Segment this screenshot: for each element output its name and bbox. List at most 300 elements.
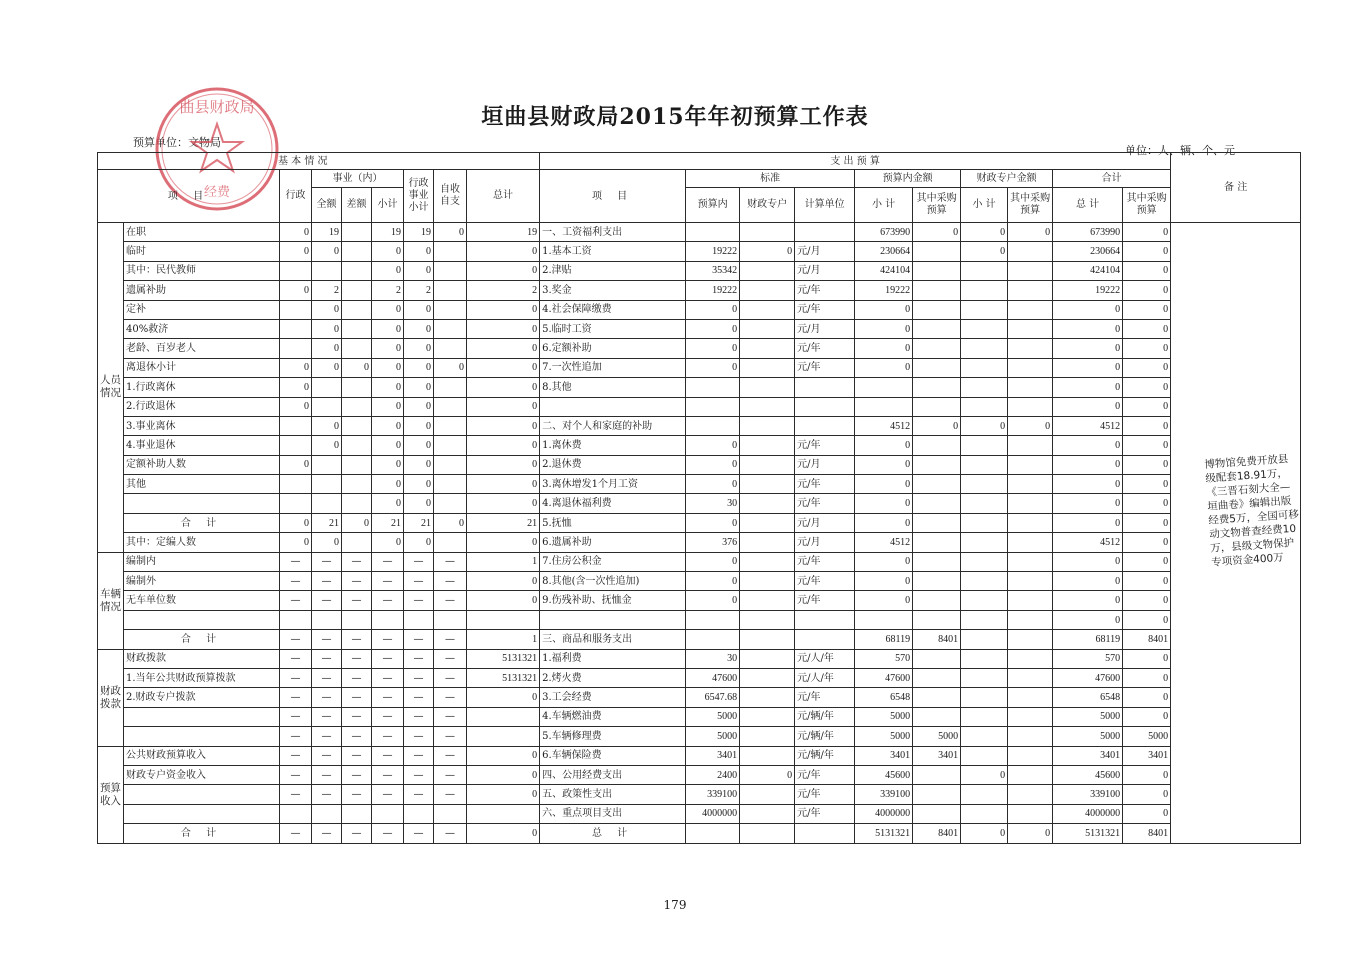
standard-budget-internal: 2400: [686, 765, 740, 784]
internal-procurement: [913, 785, 961, 804]
grand-total-value: 0: [467, 494, 540, 513]
full-funding-value: 0: [312, 339, 342, 358]
administrative-value: —: [280, 746, 312, 765]
row-label: 合 计: [124, 824, 280, 843]
table-row: [98, 475, 1301, 494]
internal-procurement: [913, 552, 961, 571]
admin-institution-subtotal-value: 0: [404, 455, 434, 474]
internal-subtotal: 47600: [855, 668, 913, 687]
admin-institution-subtotal-value: 0: [404, 475, 434, 494]
row-label: [124, 727, 280, 746]
special-procurement: [1008, 397, 1053, 416]
standard-budget-internal: [686, 630, 740, 649]
self-funded-value: —: [434, 824, 467, 843]
internal-subtotal: [855, 610, 913, 629]
balance-funding-value: —: [342, 552, 372, 571]
full-funding-value: [312, 804, 342, 823]
standard-special-fund: [740, 533, 795, 552]
full-funding-value: —: [312, 824, 342, 843]
grand-total-value: 0: [467, 319, 540, 338]
standard-budget-internal: 0: [686, 436, 740, 455]
self-funded-value: [434, 319, 467, 338]
table-row: [98, 533, 1301, 552]
standard-special-fund: [740, 707, 795, 726]
internal-subtotal: 0: [855, 494, 913, 513]
standard-unit: 元/年: [795, 358, 855, 377]
special-procurement: [1008, 804, 1053, 823]
balance-funding-value: —: [342, 630, 372, 649]
standard-unit: 元/年: [795, 281, 855, 300]
special-subtotal: [961, 688, 1008, 707]
standard-budget-internal: 30: [686, 494, 740, 513]
standard-unit: 元/月: [795, 455, 855, 474]
table-row: [98, 572, 1301, 591]
standard-unit: 元/月: [795, 242, 855, 261]
balance-funding-value: —: [342, 824, 372, 843]
internal-subtotal: 4000000: [855, 804, 913, 823]
self-funded-value: [434, 378, 467, 397]
special-procurement: [1008, 436, 1053, 455]
internal-subtotal: 19222: [855, 281, 913, 300]
balance-funding-value: —: [342, 765, 372, 784]
grand-total-value: 0: [467, 475, 540, 494]
full-funding-value: 2: [312, 281, 342, 300]
standard-unit: 元/年: [795, 572, 855, 591]
row-label: 老龄、百岁老人: [124, 339, 280, 358]
standard-special-fund: [740, 397, 795, 416]
internal-procurement: 0: [913, 416, 961, 435]
subtotal-value: 0: [372, 475, 404, 494]
table-row: [98, 630, 1301, 649]
row-label: 定额补助人数: [124, 455, 280, 474]
total-total: 0: [1053, 572, 1123, 591]
total-total: 0: [1053, 591, 1123, 610]
subtotal-value: [372, 804, 404, 823]
internal-subtotal: 0: [855, 436, 913, 455]
table-row: [98, 707, 1301, 726]
self-funded-value: —: [434, 688, 467, 707]
special-subtotal: [961, 552, 1008, 571]
subtotal-value: —: [372, 649, 404, 668]
standard-special-fund: [740, 281, 795, 300]
table-row: [98, 668, 1301, 687]
full-funding-value: —: [312, 746, 342, 765]
expenditure-item: 4.车辆燃油费: [540, 707, 686, 726]
total-total-header: 总 计: [1053, 188, 1123, 223]
administrative-value: —: [280, 552, 312, 571]
expenditure-item: 1.基本工资: [540, 242, 686, 261]
standard-budget-internal: 0: [686, 358, 740, 377]
internal-subtotal: 230664: [855, 242, 913, 261]
grand-total-value: 0: [467, 378, 540, 397]
special-procurement: [1008, 319, 1053, 338]
table-row: [98, 746, 1301, 765]
balance-funding-value: [342, 610, 372, 629]
grand-total-value: 0: [467, 746, 540, 765]
total-total: 0: [1053, 436, 1123, 455]
total-total: 5000: [1053, 727, 1123, 746]
table-row: [98, 416, 1301, 435]
admin-institution-subtotal-value: 21: [404, 513, 434, 532]
admin-institution-subtotal-value: —: [404, 591, 434, 610]
expenditure-item: [540, 397, 686, 416]
total-total: 424104: [1053, 261, 1123, 280]
standard-unit: [795, 610, 855, 629]
grand-total-value: 5131321: [467, 668, 540, 687]
internal-procurement: [913, 688, 961, 707]
std-unit-header: 计算单位: [795, 188, 855, 223]
subtotal-value: —: [372, 572, 404, 591]
self-funded-value: [434, 494, 467, 513]
standard-unit: 元/年: [795, 339, 855, 358]
standard-unit: 元/辆/年: [795, 707, 855, 726]
row-label: 其中：民代教师: [124, 261, 280, 280]
full-funding-value: —: [312, 707, 342, 726]
table-row: [98, 727, 1301, 746]
row-label: [124, 804, 280, 823]
total-total: 19222: [1053, 281, 1123, 300]
internal-procurement: [913, 513, 961, 532]
item-header: 项 目: [98, 170, 280, 223]
standard-special-fund: [740, 416, 795, 435]
row-label: 1.当年公共财政预算拨款: [124, 668, 280, 687]
special-subtotal: 0: [961, 765, 1008, 784]
grand-total-header: 总计: [467, 170, 540, 223]
internal-procurement: 8401: [913, 824, 961, 843]
internal-procurement: [913, 591, 961, 610]
total-procurement: 0: [1123, 378, 1171, 397]
administrative-value: —: [280, 727, 312, 746]
row-group-vehicles: 车辆情况: [98, 552, 124, 649]
special-subtotal: [961, 300, 1008, 319]
expenditure-item: 总 计: [540, 824, 686, 843]
total-total: 0: [1053, 319, 1123, 338]
internal-subtotal: 4512: [855, 533, 913, 552]
expenditure-item: 2.津贴: [540, 261, 686, 280]
special-procurement: 0: [1008, 223, 1053, 242]
full-funding-value: [312, 261, 342, 280]
remarks-header: 备 注: [1171, 153, 1301, 223]
standard-budget-internal: 339100: [686, 785, 740, 804]
full-funding-value: —: [312, 552, 342, 571]
balance-funding-value: 0: [342, 358, 372, 377]
admin-institution-subtotal-value: 0: [404, 242, 434, 261]
internal-subtotal: 424104: [855, 261, 913, 280]
admin-institution-subtotal-value: 2: [404, 281, 434, 300]
special-subtotal: [961, 339, 1008, 358]
row-label: 定补: [124, 300, 280, 319]
self-funded-value: [434, 533, 467, 552]
standard-unit: 元/年: [795, 436, 855, 455]
grand-total-value: [467, 610, 540, 629]
total-header: 合计: [1053, 170, 1171, 188]
grand-total-value: 0: [467, 242, 540, 261]
internal-procurement: 8401: [913, 630, 961, 649]
table-row: [98, 242, 1301, 261]
expenditure-item: 3.工会经费: [540, 688, 686, 707]
budget-internal-amount-header: 预算内金额: [855, 170, 961, 188]
full-funding-value: 0: [312, 436, 342, 455]
expenditure-item: 六、重点项目支出: [540, 804, 686, 823]
table-row: [98, 494, 1301, 513]
unit-label: 单位：人、辆、个、元: [1125, 144, 1235, 157]
subtotal-value: 0: [372, 533, 404, 552]
internal-procurement: [913, 610, 961, 629]
full-funding-value: [312, 397, 342, 416]
subtotal-value: 0: [372, 358, 404, 377]
internal-subtotal: 0: [855, 319, 913, 338]
grand-total-value: 19: [467, 223, 540, 242]
total-total: 45600: [1053, 765, 1123, 784]
standard-unit: [795, 416, 855, 435]
self-funded-value: —: [434, 649, 467, 668]
total-total: 4512: [1053, 416, 1123, 435]
standard-unit: 元/辆/年: [795, 727, 855, 746]
table-row: [98, 688, 1301, 707]
administrative-value: —: [280, 785, 312, 804]
full-funding-value: 0: [312, 319, 342, 338]
standard-unit: 元/人/年: [795, 649, 855, 668]
subtotal-value: —: [372, 552, 404, 571]
special-procurement: [1008, 668, 1053, 687]
total-total: 339100: [1053, 785, 1123, 804]
administrative-value: —: [280, 707, 312, 726]
standard-budget-internal: 0: [686, 319, 740, 338]
special-subtotal: 0: [961, 824, 1008, 843]
table-row: [98, 261, 1301, 280]
special-subtotal: [961, 707, 1008, 726]
special-procurement: [1008, 261, 1053, 280]
grand-total-value: 0: [467, 765, 540, 784]
special-subtotal: [961, 610, 1008, 629]
special-procurement: [1008, 630, 1053, 649]
administrative-header: 行政: [280, 170, 312, 223]
std-budget-internal-header: 预算内: [686, 188, 740, 223]
administrative-value: [280, 339, 312, 358]
total-total: 230664: [1053, 242, 1123, 261]
self-funded-value: [434, 610, 467, 629]
admin-institution-subtotal-value: 0: [404, 494, 434, 513]
balance-funding-value: —: [342, 746, 372, 765]
row-label: 其中：定编人数: [124, 533, 280, 552]
total-total: 0: [1053, 513, 1123, 532]
standard-special-fund: [740, 785, 795, 804]
row-label: 离退休小计: [124, 358, 280, 377]
row-label: [124, 707, 280, 726]
subtotal-value: 19: [372, 223, 404, 242]
standard-budget-internal: 19222: [686, 242, 740, 261]
row-label: 合 计: [124, 630, 280, 649]
special-subtotal: [961, 513, 1008, 532]
admin-institution-subtotal-value: —: [404, 765, 434, 784]
internal-subtotal: 0: [855, 591, 913, 610]
balance-funding-value: [342, 475, 372, 494]
subtotal-value: 0: [372, 319, 404, 338]
administrative-value: —: [280, 591, 312, 610]
expenditure-item: 2.退休费: [540, 455, 686, 474]
grand-total-value: 0: [467, 455, 540, 474]
full-funding-header: 全额: [312, 188, 342, 223]
special-procurement: [1008, 649, 1053, 668]
internal-procurement: [913, 649, 961, 668]
administrative-value: 0: [280, 242, 312, 261]
administrative-value: [280, 261, 312, 280]
standard-header: 标准: [686, 170, 855, 188]
standard-special-fund: [740, 727, 795, 746]
total-total: 6548: [1053, 688, 1123, 707]
balance-funding-value: [342, 223, 372, 242]
total-total: 673990: [1053, 223, 1123, 242]
grand-total-value: 2: [467, 281, 540, 300]
standard-unit: 元/年: [795, 804, 855, 823]
administrative-value: —: [280, 649, 312, 668]
standard-budget-internal: 0: [686, 475, 740, 494]
administrative-value: 0: [280, 358, 312, 377]
table-row: [98, 804, 1301, 823]
self-funded-value: 0: [434, 513, 467, 532]
total-procurement: 0: [1123, 591, 1171, 610]
balance-funding-value: [342, 455, 372, 474]
balance-funding-value: [342, 319, 372, 338]
document-title: 垣曲县财政局2015年年初预算工作表: [481, 104, 869, 130]
self-funded-value: [434, 416, 467, 435]
full-funding-value: —: [312, 649, 342, 668]
administrative-value: 0: [280, 378, 312, 397]
self-funded-value: [434, 397, 467, 416]
balance-funding-value: [342, 261, 372, 280]
standard-budget-internal: 0: [686, 339, 740, 358]
special-procurement: [1008, 785, 1053, 804]
subtotal-value: —: [372, 668, 404, 687]
special-procurement: [1008, 591, 1053, 610]
administrative-value: [280, 319, 312, 338]
special-procurement: [1008, 513, 1053, 532]
self-funded-value: —: [434, 591, 467, 610]
row-label: 3.事业离休: [124, 416, 280, 435]
internal-procurement: [913, 804, 961, 823]
expenditure-item: 8.其他(含一次性追加): [540, 572, 686, 591]
full-funding-value: 21: [312, 513, 342, 532]
internal-procurement: [913, 436, 961, 455]
balance-funding-header: 差额: [342, 188, 372, 223]
table-row: [98, 358, 1301, 377]
row-label: 在职: [124, 223, 280, 242]
self-funded-value: [434, 281, 467, 300]
special-subtotal: [961, 281, 1008, 300]
internal-procurement: 3401: [913, 746, 961, 765]
administrative-value: 0: [280, 397, 312, 416]
subtotal-value: —: [372, 630, 404, 649]
handwritten-remark-note: 博物馆免费开放县级配套18.91万，《三晋石刻大全—垣曲卷》编辑出版经费5万，全国可移动文物普查经费10万，县级文物保护专项资金400万: [1204, 453, 1300, 569]
internal-procurement: [913, 281, 961, 300]
row-label: 财政专户资金收入: [124, 765, 280, 784]
table-row: [98, 610, 1301, 629]
standard-special-fund: [740, 746, 795, 765]
row-label: 编制内: [124, 552, 280, 571]
total-procurement: 0: [1123, 533, 1171, 552]
grand-total-value: 0: [467, 416, 540, 435]
internal-subtotal: [855, 378, 913, 397]
row-label: 1.行政离休: [124, 378, 280, 397]
internal-subtotal: 3401: [855, 746, 913, 765]
standard-special-fund: [740, 223, 795, 242]
total-procurement: 0: [1123, 358, 1171, 377]
standard-budget-internal: 47600: [686, 668, 740, 687]
admin-institution-subtotal-value: 0: [404, 416, 434, 435]
subtotal-value: 0: [372, 261, 404, 280]
special-procurement: [1008, 746, 1053, 765]
balance-funding-value: —: [342, 572, 372, 591]
total-procurement: 0: [1123, 319, 1171, 338]
grand-total-value: 5131321: [467, 649, 540, 668]
expenditure-item: 1.离休费: [540, 436, 686, 455]
subtotal-value: 0: [372, 397, 404, 416]
balance-funding-value: —: [342, 785, 372, 804]
special-procurement: [1008, 494, 1053, 513]
special-procurement: [1008, 707, 1053, 726]
internal-procurement: [913, 242, 961, 261]
admin-institution-subtotal-value: —: [404, 552, 434, 571]
special-subtotal: [961, 804, 1008, 823]
internal-subtotal: 0: [855, 358, 913, 377]
expenditure-item: 四、公用经费支出: [540, 765, 686, 784]
standard-special-fund: [740, 378, 795, 397]
standard-special-fund: [740, 591, 795, 610]
special-procurement-header: 其中采购预算: [1008, 188, 1053, 223]
internal-subtotal: 45600: [855, 765, 913, 784]
full-funding-value: —: [312, 630, 342, 649]
table-row: [98, 300, 1301, 319]
expenditure-item: 二、对个人和家庭的补助: [540, 416, 686, 435]
row-label: [124, 610, 280, 629]
standard-budget-internal: 6547.68: [686, 688, 740, 707]
self-funded-value: 0: [434, 223, 467, 242]
internal-subtotal: 5000: [855, 707, 913, 726]
full-funding-value: 0: [312, 300, 342, 319]
standard-unit: 元/年: [795, 591, 855, 610]
special-fund-amount-header: 财政专户金额: [961, 170, 1053, 188]
special-procurement: [1008, 281, 1053, 300]
standard-unit: 元/年: [795, 765, 855, 784]
standard-budget-internal: [686, 416, 740, 435]
total-total: 3401: [1053, 746, 1123, 765]
total-total: 0: [1053, 494, 1123, 513]
internal-procurement: [913, 455, 961, 474]
full-funding-value: —: [312, 765, 342, 784]
total-total: 68119: [1053, 630, 1123, 649]
institution-internal-header: 事业（内）: [312, 170, 404, 188]
internal-procurement: [913, 397, 961, 416]
standard-budget-internal: [686, 378, 740, 397]
admin-institution-subtotal-value: —: [404, 785, 434, 804]
standard-unit: 元/月: [795, 261, 855, 280]
total-procurement: 0: [1123, 223, 1171, 242]
special-subtotal: [961, 319, 1008, 338]
special-subtotal: [961, 668, 1008, 687]
standard-budget-internal: 3401: [686, 746, 740, 765]
subtotal-value: [372, 610, 404, 629]
internal-subtotal: 0: [855, 513, 913, 532]
administrative-value: —: [280, 630, 312, 649]
standard-unit: [795, 824, 855, 843]
self-funded-value: [434, 300, 467, 319]
balance-funding-value: [342, 339, 372, 358]
table-row: [98, 378, 1301, 397]
full-funding-value: [312, 378, 342, 397]
self-funded-value: —: [434, 552, 467, 571]
internal-subtotal: 673990: [855, 223, 913, 242]
total-procurement: 0: [1123, 455, 1171, 474]
